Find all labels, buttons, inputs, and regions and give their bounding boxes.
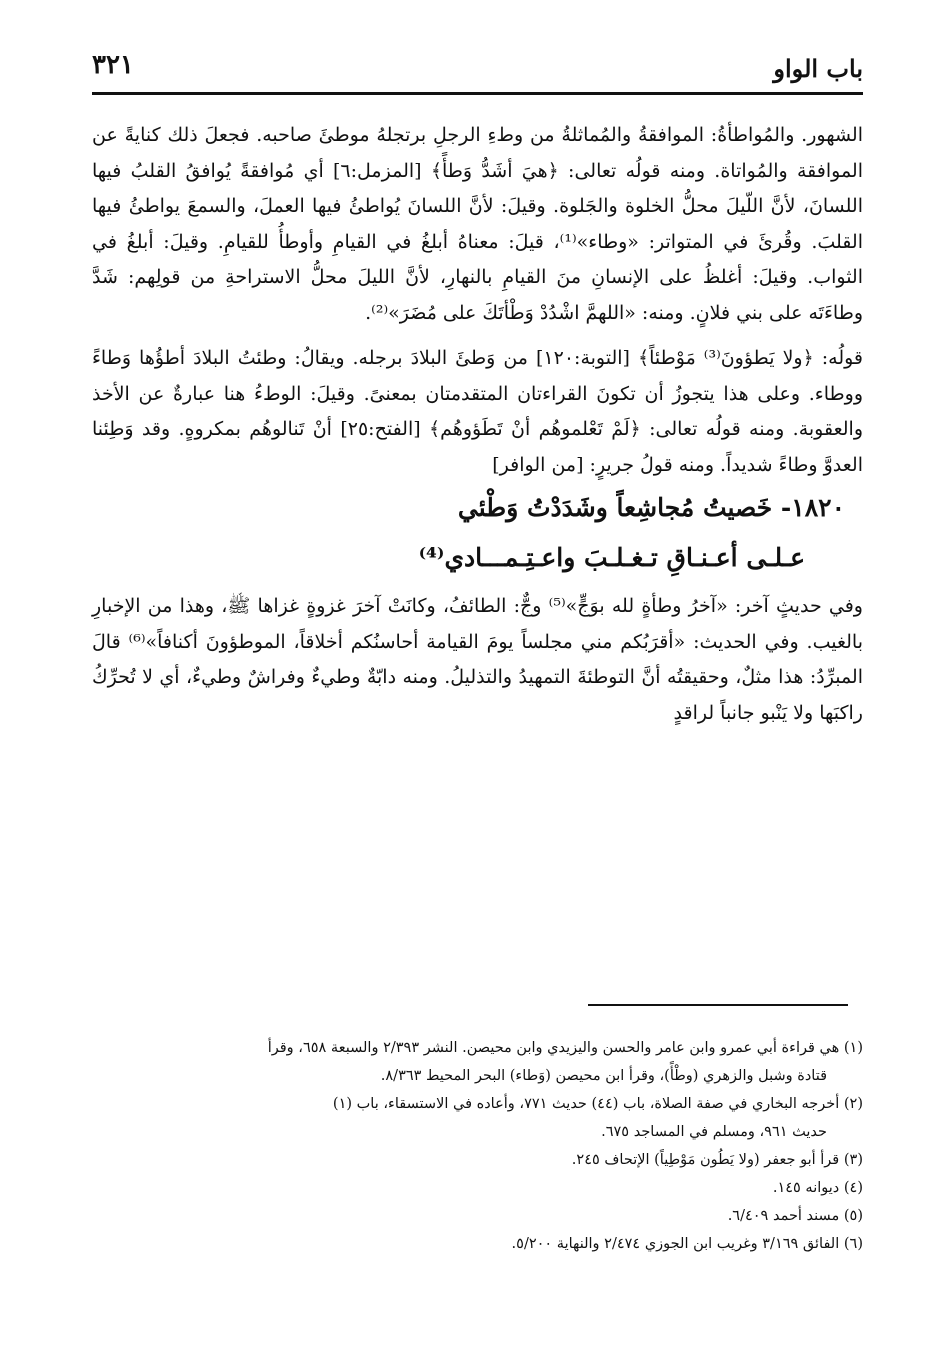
footnote-5: [92, 1202, 863, 1230]
footnote-4: [92, 1174, 863, 1202]
poetry-verse-line-1: ١٨٢٠- خَصيتُ مُجاشِعاً وشَدَدْتُ وَطْئي: [457, 493, 845, 522]
footnote-text: ديوانه ١٤٥.: [772, 1180, 840, 1196]
footnote-text: الفائق ٣/١٦٩ وغريب ابن الجوزي ٢/٤٧٤ والنهاية ٥/٢٠٠.: [511, 1236, 840, 1252]
footnote-3: [92, 1146, 863, 1174]
footnote-1: [92, 1034, 863, 1062]
paragraph-2: قولُه: ﴿ولا يَطؤونَ⁽³⁾ مَوْطئاً﴾ [التوبة:١٢٠] من وَطئَ البلادَ برجله. ويقالُ: وطئتُ البلادَ أطؤُها وَطاءً ووطاء. وعلى هذا يتجوزُ أن تكونَ القراءتان المتقدمتان بمعنىً. وقيلَ: الوطءُ هنا عبارةٌ عن الأخذ والعقوبة. ومنه قولُه تعالى: ﴿لَمْ تَعْلموهُم أنْ تَطَؤوهُم﴾ [الفتح:٢٥] أنْ تَنالوهُم بمكروهٍ. وقد وَطِئنا العدوَّ وطاءً شديداً. ومنه قولُ جريرٍ: [من الوافر]: [92, 347, 864, 476]
footnote-number: (٦): [843, 1236, 863, 1252]
footnote-number: (١): [843, 1040, 863, 1056]
main-text: [92, 118, 863, 731]
footnote-number: (٣): [843, 1152, 863, 1168]
paragraph-3: وفي حديثٍ آخر: «آخرُ وطأةٍ لله بوَجٍّ»⁽⁵⁾ وجٌّ: الطائفُ، وكانَتْ آخرَ غزوةٍ غزاها ﷺ، وهذا من الإخبارِ بالغيب. وفي الحديث: «أقرَبُكم مني مجلساً يومَ القيامة أحاسنُكم أخلاقاً، الموطؤونَ أكنافاً»⁽⁶⁾ قالَ المبرِّدُ: هذا مثلٌ، وحقيقتُه أنَّ التوطئةَ التمهيدُ والتذليلُ. ومنه دابّةٌ وطيءٌ وفراشٌ وطيءٌ، أي لا تُحرِّكُ راكبَها ولا يَنْبو جانباً لراقدٍ: [92, 595, 863, 724]
chapter-title: باب الواو: [773, 54, 863, 83]
page-number: ٣٢١: [92, 50, 134, 80]
footnote-number: (٤): [843, 1180, 863, 1196]
footnote-text: مسند أحمد ٦/٤٠٩.: [727, 1208, 840, 1224]
footnote-text: هي قراءة أبي عمرو وابن عامر والحسن واليزيدي وابن محيصن. النشر ٢/٣٩٣ والسبعة ٦٥٨، وقرأ: [267, 1040, 840, 1056]
paragraph-1: الشهور. والمُواطأةُ: الموافقةُ والمُماثلةُ من وطءِ الرجلِ برتجلهُ موطئَ صاحبه. فجعلَ ذلك كنايةً عن الموافقة والمُواتاة. ومنه قولُه تعالى: ﴿هيَ أشَدُّ وَطأً﴾ [المزمل:٦] أي مُوافقةً يُوافقُ القلبُ فيها اللسانَ، لأنَّ اللّيلَ محلُّ الخلوة والجَلوة. وقيلَ: لأنَّ اللسانَ يُواطئُ فيها العملَ، والسمعَ يواطئُ فيها القلبَ. وقُرئَ في المتواتر: «وطاء»⁽¹⁾، قيلَ: معناهُ أبلغُ في القيامِ وأوطأُ للقيامِ. وقيلَ: أبلغُ في الثواب. وقيلَ: أغلظُ على الإنسانِ منَ القيامِ بالنهارِ، لأنَّ الليلَ محلُّ الاستراحةِ من قولِهم: شَدَّ وطاءَتَه على بني فلانٍ. ومنه: «اللهمَّ اشْدُدْ وَطْأتَكَ على مُضَرَ»⁽²⁾.: [92, 124, 864, 324]
poetry-verse-line-2: عـلـى أعـنـاقِ تـغـلـبَ واعـتِـمـــادي⁽⁴⁾: [418, 543, 805, 572]
footnote-divider: [588, 1004, 848, 1006]
footnote-2: [92, 1090, 863, 1118]
header-divider: [92, 92, 863, 95]
footnote-number: (٢): [843, 1096, 863, 1112]
footnote-number: (٥): [843, 1208, 863, 1224]
footnote-1-continued: قتادة وشبل والزهري (وطْأً)، وقرأ ابن محيصن (وَطاء) البحر المحيط ٨/٣٦٣.: [380, 1068, 827, 1084]
footnote-2-continued: حديث ٩٦١، ومسلم في المساجد ٦٧٥.: [601, 1124, 827, 1140]
footnote-6: [92, 1230, 863, 1258]
footnote-text: قرأ أبو جعفر (ولا يَطُون مَوْطِياً) الإتحاف ٢٤٥.: [571, 1152, 840, 1168]
footnote-text: أخرجه البخاري في صفة الصلاة، باب (٤٤) حديث ٧٧١، وأعاده في الاستسقاء، باب (١): [332, 1096, 840, 1112]
footnotes: [92, 1034, 863, 1258]
